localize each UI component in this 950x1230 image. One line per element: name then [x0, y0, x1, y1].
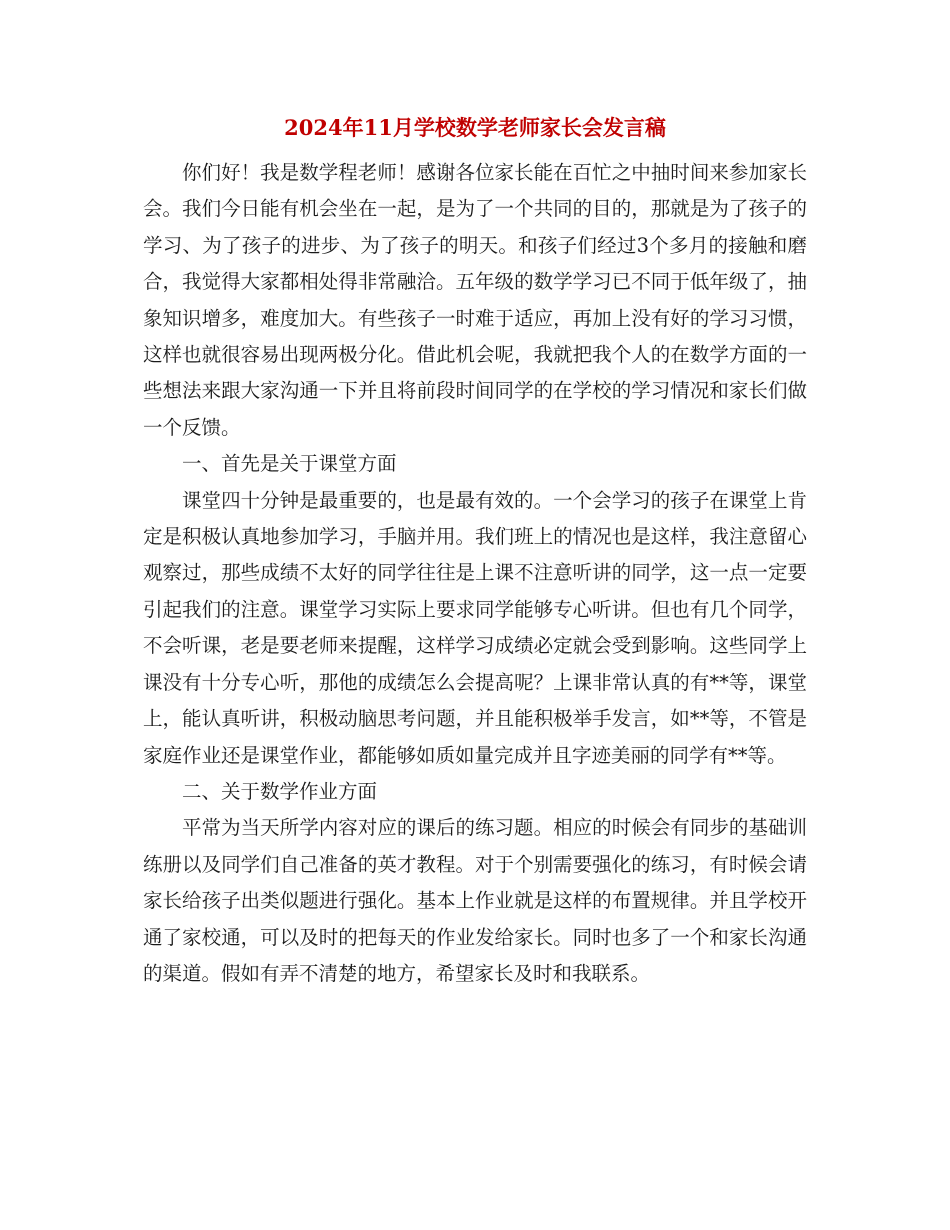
document-title: 2024年11月学校数学老师家长会发言稿	[284, 115, 666, 140]
document-body	[143, 155, 807, 992]
paragraph-homework: 平常为当天所学内容对应的课后的练习题。相应的时候会有同步的基础训练册以及同学们自己准备的英才教程。对于个别需要强化的练习，有时候会请家长给孩子出类似题进行强化。基本上作业就是这样的布置规律。并且学校开通了家校通，可以及时的把每天的作业发给家长。同时也多了一个和家长沟通的渠道。假如有弄不清楚的地方，希望家长及时和我联系。	[143, 816, 807, 985]
paragraph-intro: 你们好！我是数学程老师！感谢各位家长能在百忙之中抽时间来参加家长会。我们今日能有机会坐在一起，是为了一个共同的目的，那就是为了孩子的学习、为了孩子的进步、为了孩子的明天。和孩子们经过3个多月的接触和磨合，我觉得大家都相处得非常融洽。五年级的数学学习已不同于低年级了，抽象知识增多，难度加大。有些孩子一时难于适应，再加上没有好的学习习惯，这样也就很容易出现两极分化。借此机会呢，我就把我个人的在数学方面的一些想法来跟大家沟通一下并且将前段时间同学的在学校的学习情况和家长们做一个反馈。	[143, 161, 807, 439]
section-heading-classroom: 一、首先是关于课堂方面	[182, 452, 397, 476]
section-heading-homework: 二、关于数学作业方面	[182, 779, 378, 803]
paragraph-classroom: 课堂四十分钟是最重要的，也是最有效的。一个会学习的孩子在课堂上肯定是积极认真地参加学习，手脑并用。我们班上的情况也是这样，我注意留心观察过，那些成绩不太好的同学往往是上课不注意听讲的同学，这一点一定要引起我们的注意。课堂学习实际上要求同学能够专心听讲。但也有几个同学，不会听课，老是要老师来提醒，这样学习成绩必定就会受到影响。这些同学上课没有十分专心听，那他的成绩怎么会提高呢？上课非常认真的有**等，课堂上，能认真听讲，积极动脑思考问题，并且能积极举手发言，如**等，不管是家庭作业还是课堂作业，都能够如质如量完成并且字迹美丽的同学有**等。	[143, 488, 807, 767]
